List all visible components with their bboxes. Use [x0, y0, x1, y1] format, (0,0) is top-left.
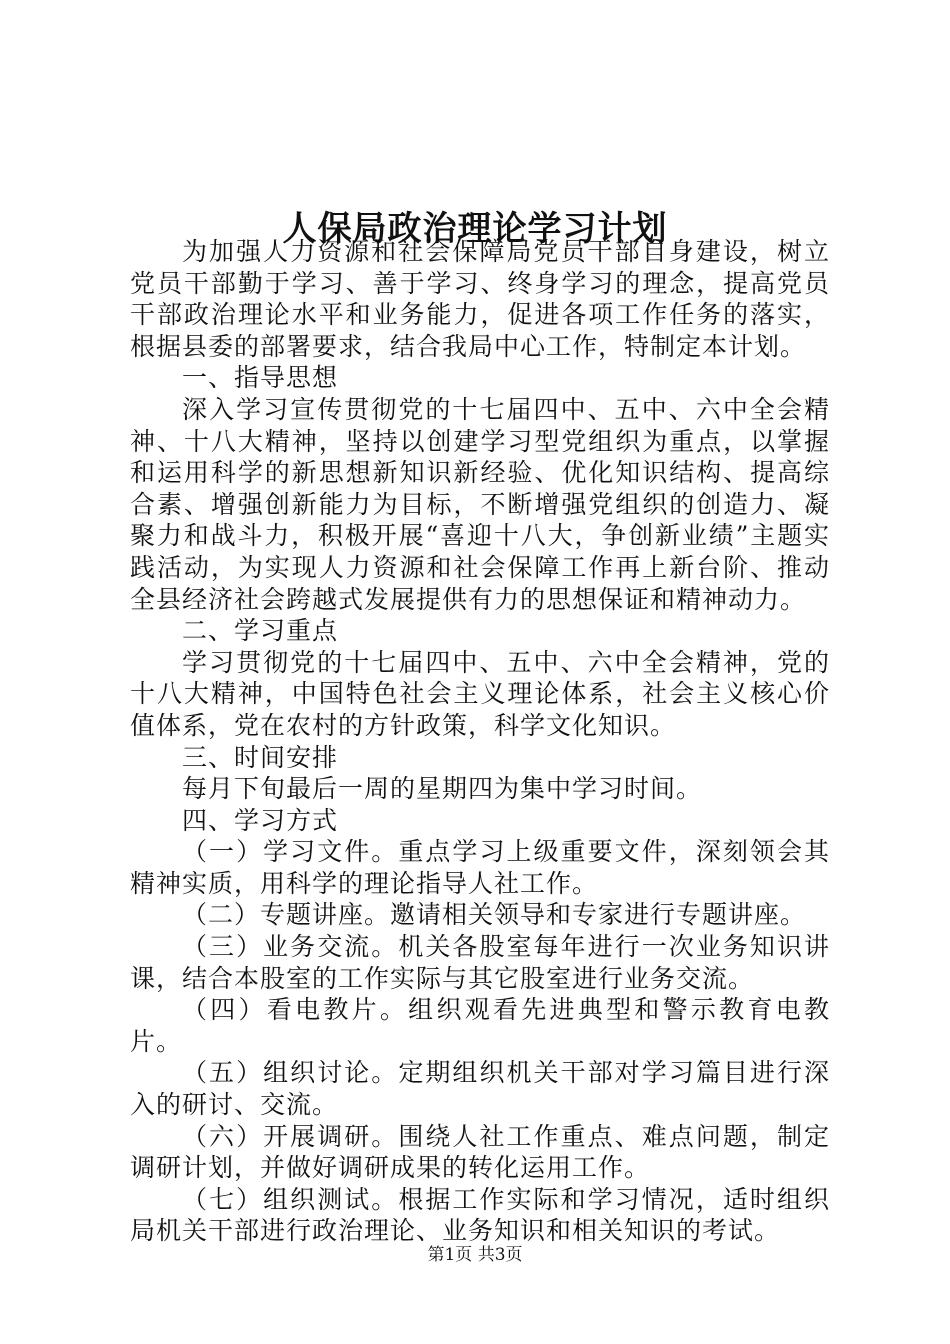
study-focus-paragraph: 学习贯彻党的十七届四中、五中、六中全会精神，党的十八大精神，中国特色社会主义理论体系，社会主义核心价值体系，党在农村的方针政策，科学文化知识。 [130, 647, 830, 740]
method-item: （七）组织测试。根据工作实际和学习情况，适时组织局机关干部进行政治理论、业务知识和相关知识的考试。 [130, 1184, 830, 1246]
method-item: （二）专题讲座。邀请相关领导和专家进行专题讲座。 [182, 900, 807, 930]
schedule-paragraph: 每月下旬最后一周的星期四为集中学习时间。 [182, 774, 703, 804]
method-item: （五）组织讨论。定期组织机关干部对学习篇目进行深入的研讨、交流。 [130, 1058, 830, 1120]
section-heading-study-focus: 二、学习重点 [182, 616, 339, 646]
section-heading-guiding-ideology: 一、指导思想 [182, 363, 339, 393]
section-heading-schedule: 三、时间安排 [182, 742, 339, 772]
guiding-ideology-paragraph: 深入学习宣传贯彻党的十七届四中、五中、六中全会精神、十八大精神，坚持以创建学习型党组织为重点，以掌握和运用科学的新思想新知识新经验、优化知识结构、提高综合素、增强创新能力为目标，不断增强党组织的创造力、凝聚力和战斗力，积极开展“喜迎十八大，争创新业绩”主题实践活动，为实现人力资源和社会保障工作再上新台阶、推动全县经济社会跨越式发展提供有力的思想保证和精神动力。 [130, 394, 830, 614]
section-heading-study-methods: 四、学习方式 [182, 805, 339, 835]
method-item: （三）业务交流。机关各股室每年进行一次业务知识讲课，结合本股室的工作实际与其它股室进行业务交流。 [130, 932, 830, 993]
method-item: （四）看电教片。组织观看先进典型和警示教育电教片。 [130, 995, 830, 1056]
document-title: 人保局政治理论学习计划 [282, 208, 668, 249]
page-number-footer: 第1页 共3页 [427, 1245, 523, 1265]
document-body [130, 236, 830, 1247]
method-item: （一）学习文件。重点学习上级重要文件，深刻领会其精神实质，用科学的理论指导人社工作。 [130, 837, 830, 898]
method-item: （六）开展调研。围绕人社工作重点、难点问题，制定调研计划，并做好调研成果的转化运用工作。 [130, 1121, 830, 1183]
intro-paragraph: 为加强人力资源和社会保障局党员干部自身建设，树立党员干部勤于学习、善于学习、终身学习的理念，提高党员干部政治理论水平和业务能力，促进各项工作任务的落实，根据县委的部署要求，结合我局中心工作，特制定本计划。 [130, 237, 830, 361]
